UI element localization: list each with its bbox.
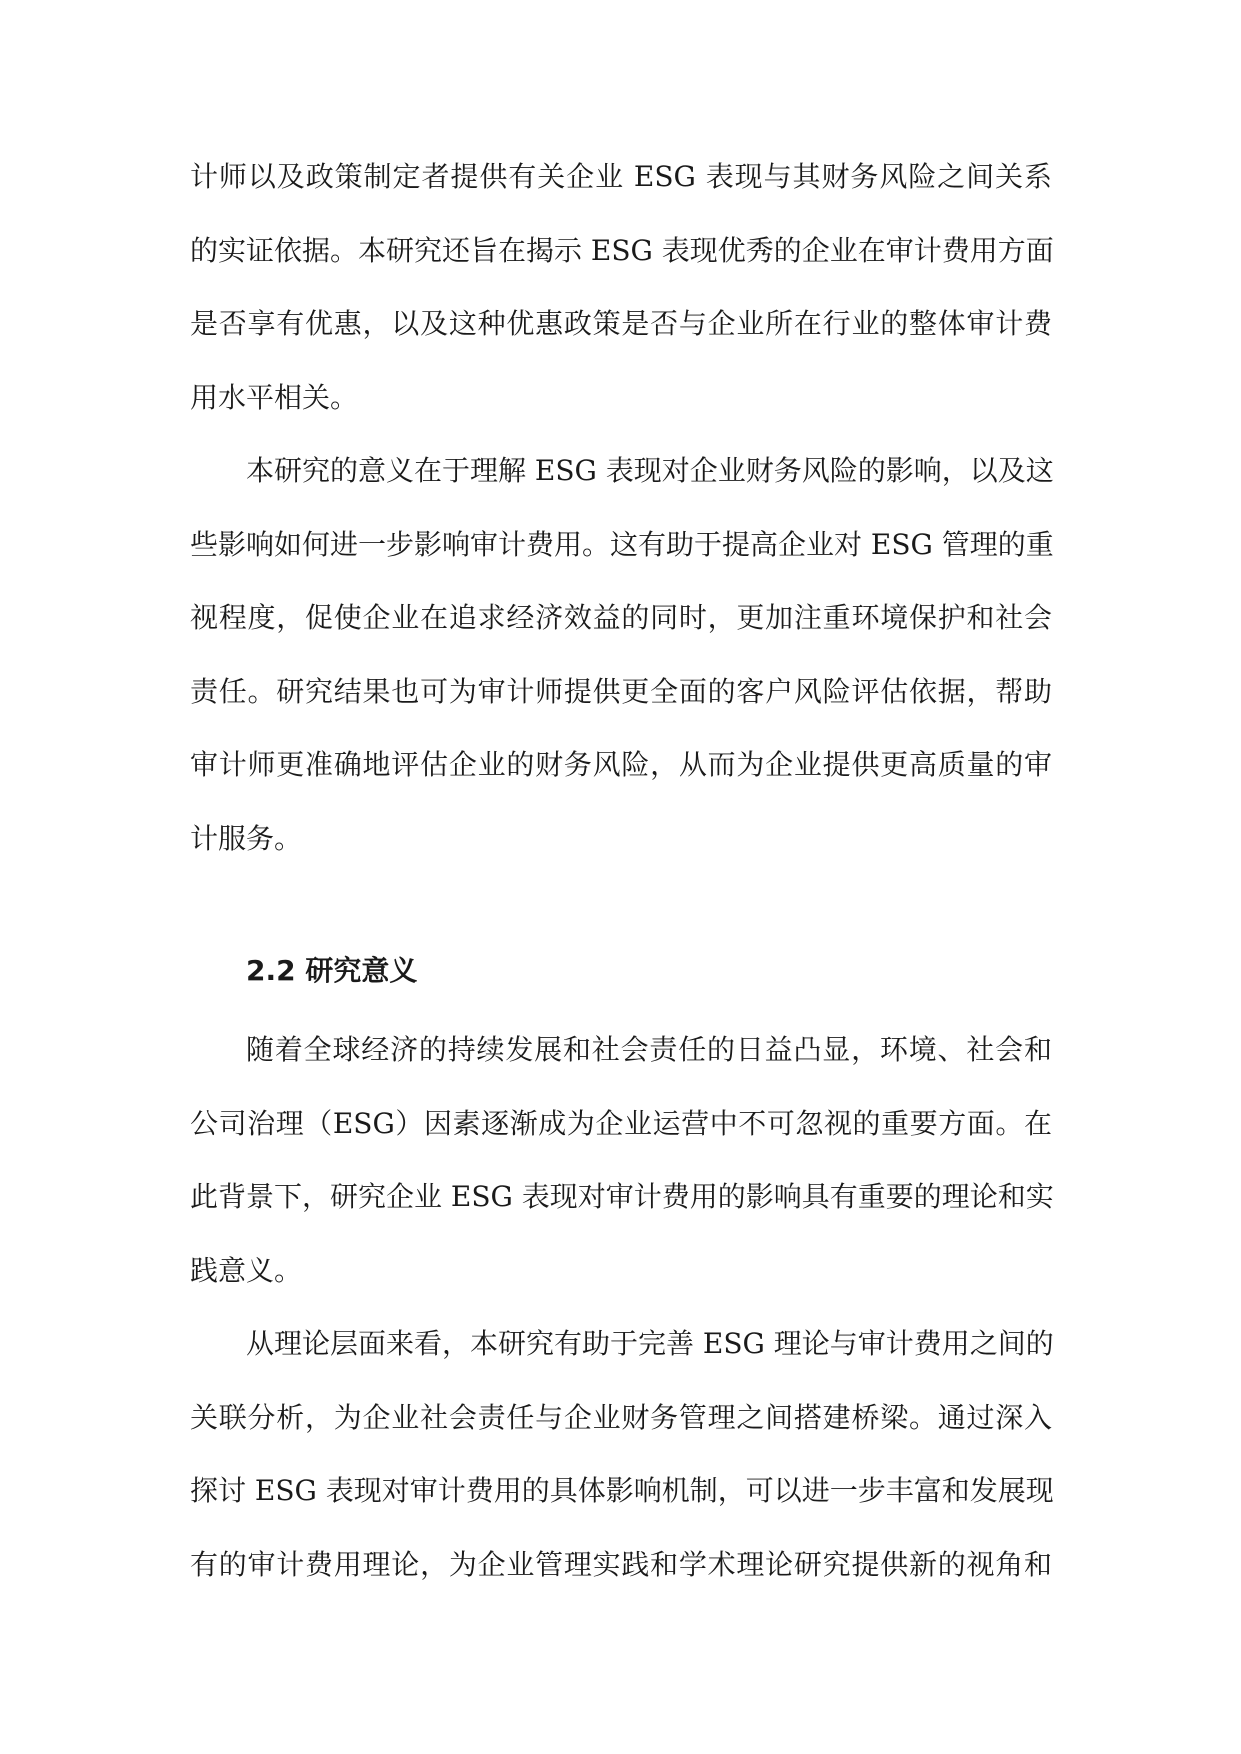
text-line: 从理论层面来看，本研究有助于完善 ESG 理论与审计费用之间的 <box>246 1327 1054 1360</box>
section-heading: 2.2 研究意义 <box>246 954 418 987</box>
paragraph-theoretical <box>190 1307 1052 1601</box>
text-line: 践意义。 <box>190 1253 303 1287</box>
paragraph-significance-intro <box>190 434 1052 875</box>
paragraph-background <box>190 1013 1052 1307</box>
text-line: 公司治理（ESG）因素逐渐成为企业运营中不可忽视的重要方面。在 <box>190 1106 1052 1140</box>
text-line: 关联分析，为企业社会责任与企业财务管理之间搭建桥梁。通过深入 <box>190 1400 1052 1434</box>
text-line: 此背景下，研究企业 ESG 表现对审计费用的影响具有重要的理论和实 <box>190 1180 1054 1213</box>
text-line: 有的审计费用理论，为企业管理实践和学术理论研究提供新的视角和 <box>190 1547 1052 1581</box>
text-line: 随着全球经济的持续发展和社会责任的日益凸显，环境、社会和 <box>246 1033 1052 1066</box>
paragraph-continuation <box>190 140 1052 434</box>
text-line: 审计师更准确地评估企业的财务风险，从而为企业提供更高质量的审 <box>190 748 1052 781</box>
text-line: 计师以及政策制定者提供有关企业 ESG 表现与其财务风险之间关系 <box>190 160 1052 193</box>
text-line: 是否享有优惠，以及这种优惠政策是否与企业所在行业的整体审计费 <box>190 307 1052 340</box>
text-line: 计服务。 <box>190 821 303 855</box>
text-line: 用水平相关。 <box>190 380 359 414</box>
text-line: 本研究的意义在于理解 ESG 表现对企业财务风险的影响，以及这 <box>246 454 1054 487</box>
page-body <box>190 140 1052 1601</box>
text-line: 些影响如何进一步影响审计费用。这有助于提高企业对 ESG 管理的重 <box>190 527 1054 561</box>
text-line: 责任。研究结果也可为审计师提供更全面的客户风险评估依据，帮助 <box>190 674 1052 708</box>
text-line: 视程度，促使企业在追求经济效益的同时，更加注重环境保护和社会 <box>190 601 1052 634</box>
text-line: 的实证依据。本研究还旨在揭示 ESG 表现优秀的企业在审计费用方面 <box>190 233 1054 267</box>
text-line: 探讨 ESG 表现对审计费用的具体影响机制，可以进一步丰富和发展现 <box>190 1474 1054 1507</box>
